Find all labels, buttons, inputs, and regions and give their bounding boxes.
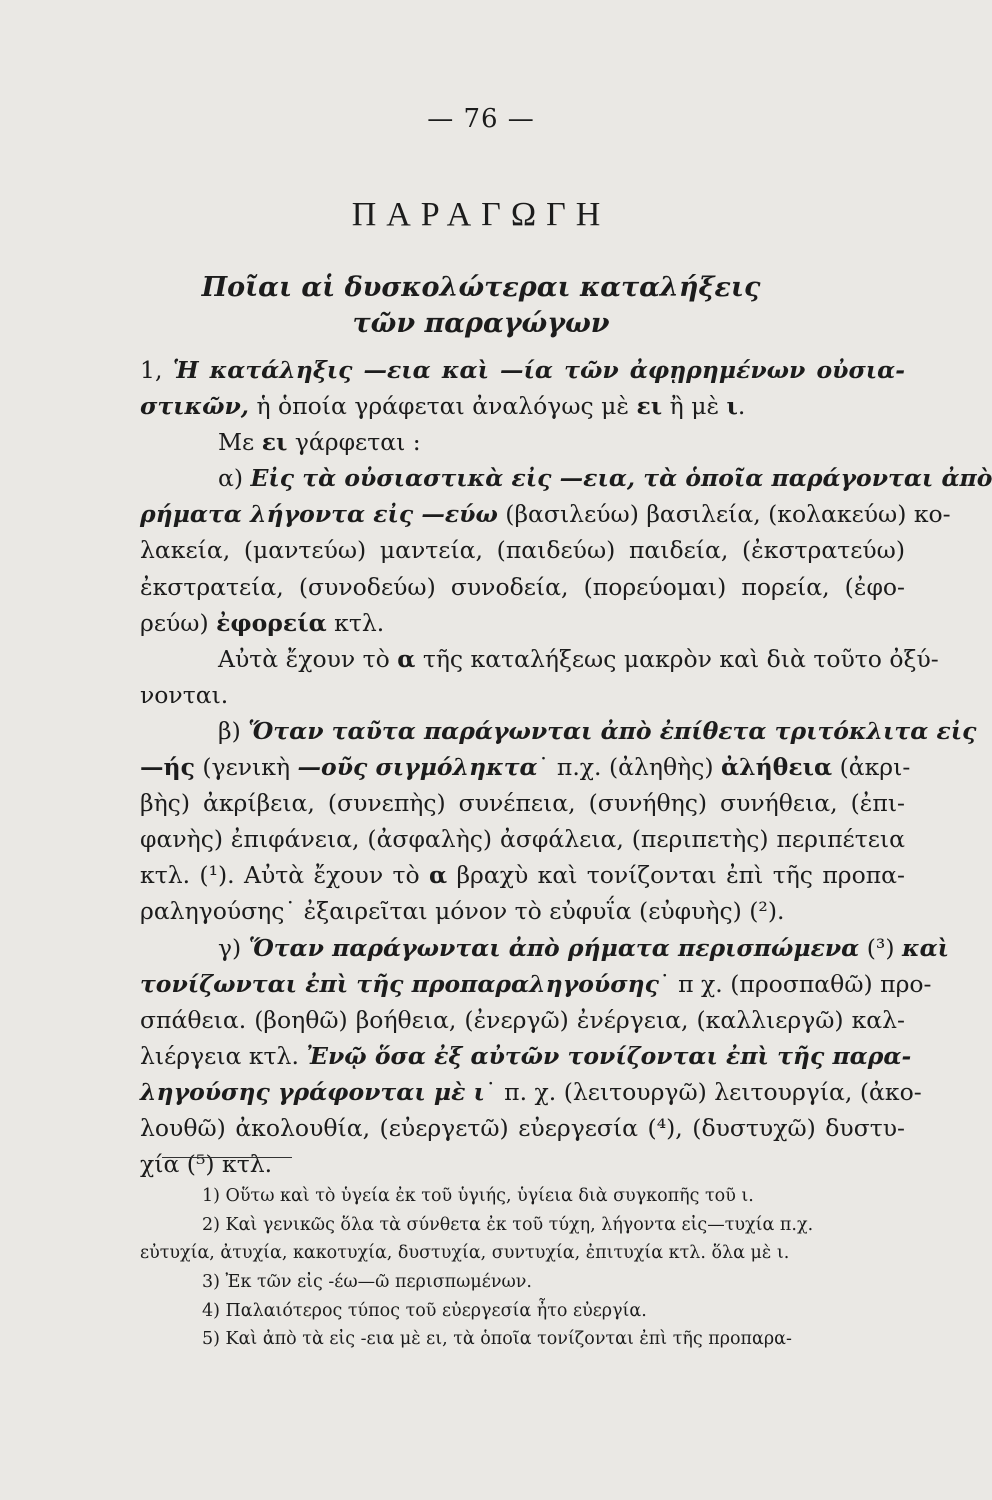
body-line: Αὐτὰ ἔχουν τὸ α τῆς καταλήξεως μακρὸν καὶ διὰ τοῦτο ὀξύ- — [218, 644, 939, 673]
body-line: λουθῶ) ἀκολουθία, (εὐεργετῶ) εὐεργεσία (⁴), (δυστυχῶ) δυστυ- — [140, 1113, 905, 1142]
body-line: χία (⁵) κτλ. — [140, 1150, 273, 1179]
body-line: τονίζωνται ἐπὶ τῆς προπαραληγούσης˙ π χ. (προσπαθῶ) προ- — [140, 969, 932, 998]
body-line: λακεία, (μαντεύω) μαντεία, (παιδεύω) παιδεία, (ἐκστρατεύω) — [140, 536, 905, 565]
footnote-divider — [162, 1157, 292, 1158]
footnote-1: 1) Οὕτω καὶ τὸ ὑγεία ἐκ τοῦ ὑγιής, ὑγίεια διὰ συγκοπῆς τοῦ ι. — [202, 1186, 754, 1206]
chapter-heading: ΠΑΡΑΓΩΓΗ — [351, 196, 611, 233]
body-text — [140, 352, 992, 1182]
body-line: στικῶν, ἡ ὁποία γράφεται ἀναλόγως μὲ ει ἢ μὲ ι. — [140, 392, 746, 421]
body-line: γ) Ὅταν παράγωνται ἀπὸ ρήματα περισπώμενα (³) καὶ — [218, 933, 950, 962]
body-line: νονται. — [140, 680, 229, 709]
body-line: ἐκστρατεία, (συνοδεύω) συνοδεία, (πορεύομαι) πορεία, (ἐφο- — [140, 572, 905, 601]
body-line: —ής (γενικὴ —οῦς σιγμόληκτα˙ π.χ. (ἀληθὴς) ἀλήθεια (ἀκρι- — [140, 753, 911, 782]
footnote-4: 4) Παλαιότερος τύπος τοῦ εὐεργεσία ἦτο εὐεργία. — [202, 1300, 647, 1321]
footnote-3: 3) Ἐκ τῶν εἰς -έω—ῶ περισπωμένων. — [202, 1272, 532, 1293]
footnote-5: 5) Καὶ ἀπὸ τὰ εἰς -εια μὲ ει, τὰ ὁποῖα τονίζονται ἐπὶ τῆς προπαρα- — [202, 1329, 792, 1350]
footnotes — [140, 1182, 905, 1354]
body-line: α) Εἰς τὰ οὐσιαστικὰ εἰς —εια, τὰ ὁποῖα παράγονται ἀπὸ — [218, 464, 992, 493]
footnote-2: 2) Καὶ γενικῶς ὅλα τὰ σύνθετα ἐκ τοῦ τύχη, λήγοντα εἰς—τυχία π.χ. — [202, 1214, 814, 1235]
body-line: 1, Ἡ κατάληξις —εια καὶ —ία τῶν ἀφῃρημένων οὐσια- — [140, 356, 905, 384]
body-line: Με ει γάρφεται : — [218, 428, 421, 457]
body-line: βὴς) ἀκρίβεια, (συνεπὴς) συνέπεια, (συνήθης) συνήθεια, (ἐπι- — [140, 789, 905, 818]
footnote-2-cont: εὐτυχία, ἀτυχία, κακοτυχία, δυστυχία, συντυχία, ἐπιτυχία κτλ. ὅλα μὲ ι. — [140, 1243, 790, 1264]
section-title: Ποῖαι αἱ δυσκολώτεραι καταλήξεις — [201, 272, 761, 303]
page-number: — 76 — — [427, 104, 535, 134]
body-line: ρήματα λήγοντα εἰς —εύω (βασιλεύω) βασιλεία, (κολακεύω) κο- — [140, 500, 951, 529]
body-line: σπάθεια. (βοηθῶ) βοήθεια, (ἐνεργῶ) ἐνέργεια, (καλλιεργῶ) καλ- — [140, 1005, 905, 1034]
body-line: λιέργεια κτλ. Ἐνῷ ὅσα ἐξ αὐτῶν τονίζονται ἐπὶ τῆς παρα- — [140, 1041, 912, 1070]
body-line: ραληγούσης˙ ἐξαιρεῖται μόνον τὸ εὐφυΐα (εὐφυὴς) (²). — [140, 897, 785, 926]
body-line: ληγούσης γράφονται μὲ ι˙ π. χ. (λειτουργῶ) λειτουργία, (ἀκο- — [140, 1077, 922, 1106]
section-title-cont: τῶν παραγώγων — [352, 308, 610, 339]
body-line: κτλ. (¹). Αὐτὰ ἔχουν τὸ α βραχὺ καὶ τονίζονται ἐπὶ τῆς προπα- — [140, 861, 905, 890]
body-line: ρεύω) ἐφορεία κτλ. — [140, 608, 385, 637]
body-line: β) Ὅταν ταῦτα παράγωνται ἀπὸ ἐπίθετα τριτόκλιτα εἰς — [218, 716, 977, 745]
body-line: φανὴς) ἐπιφάνεια, (ἀσφαλὴς) ἀσφάλεια, (περιπετὴς) περιπέτεια — [140, 825, 905, 854]
